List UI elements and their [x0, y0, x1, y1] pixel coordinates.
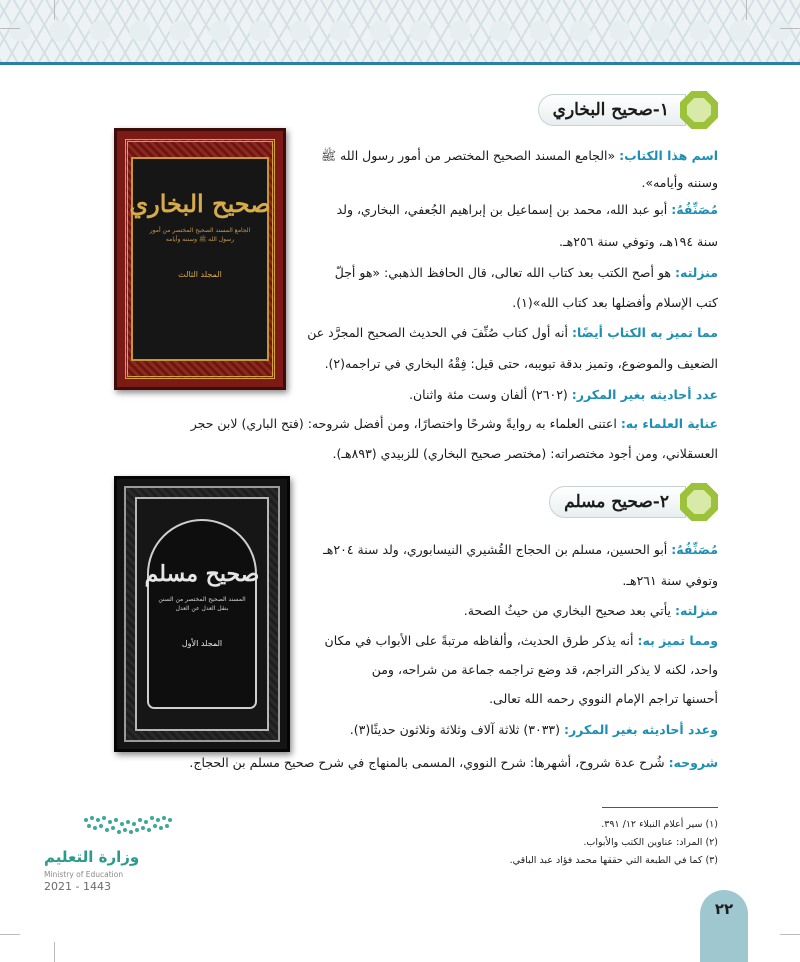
- top-ornamental-band: [0, 0, 800, 62]
- section-title: ١-صحيح البخاري: [538, 94, 686, 126]
- text-line: [321, 146, 718, 166]
- ministry-logo-icon: [80, 810, 176, 840]
- text-body: العسقلاني، ومن أجود مختصراته: (مختصر صحيح البخاري) للزبيدي (٨٩٣هـ).: [332, 446, 718, 461]
- text-line: [307, 323, 718, 343]
- crop-mark: [54, 942, 55, 962]
- text-body: شُرح عدة شروح، أشهرها: شرح النووي، المسمى بالمنهاج في شرح صحيح مسلم بن الحجاج.: [189, 755, 669, 770]
- text-body: يأتي بعد صحيح البخاري من حيثُ الصحة.: [463, 603, 675, 618]
- footnote: (٣) كما في الطبعة التي حققها محمد فؤاد عبد الباقي.: [509, 855, 718, 866]
- text-label: مُصَنِّفُهُ:: [671, 202, 718, 217]
- crop-mark: [780, 28, 800, 29]
- octagon-badge-icon: [678, 89, 720, 131]
- footnote: (١) سير أعلام النبلاء ١٢/ ٣٩١.: [601, 819, 718, 830]
- text-line: [641, 173, 718, 193]
- ministry-name-en: Ministry of Education: [44, 870, 124, 879]
- page-number: ٢٢: [714, 900, 734, 918]
- book-volume: المجلد الأول: [181, 639, 223, 648]
- section-header-bukhari: [538, 90, 720, 130]
- text-label: مما تميز به الكتاب أيضًا:: [571, 325, 718, 340]
- text-body: أحسنها تراجم الإمام النووي رحمه الله تعالى.: [489, 691, 718, 706]
- text-label: عدد أحاديثه بغير المكرر:: [571, 387, 718, 402]
- top-rule: [0, 62, 800, 65]
- text-body: الضعيف والموضوع، وتميز بدقة تبويبه، حتى قيل: فِقْهُ البخاري في تراجمه(٢).: [324, 356, 718, 371]
- text-body: سنة ١٩٤هـ، وتوفي سنة ٢٥٦هـ.: [559, 234, 718, 249]
- text-line: [337, 200, 718, 220]
- text-line: [559, 232, 718, 252]
- text-label: شروحه:: [668, 755, 718, 770]
- text-line: [489, 689, 718, 709]
- text-line: [622, 571, 718, 591]
- text-line: [512, 293, 718, 313]
- footnote: (٢) المراد: عناوين الكتب والأبواب.: [583, 837, 718, 848]
- text-line: [189, 753, 718, 773]
- text-body: كتب الإسلام وأفضلها بعد كتاب الله»(١).: [512, 295, 718, 310]
- text-line: [191, 414, 718, 434]
- text-label: وعدد أحاديثه بغير المكرر:: [563, 722, 718, 737]
- text-label: اسم هذا الكتاب:: [619, 148, 718, 163]
- text-label: ومما تميز به:: [637, 633, 718, 648]
- text-body: اعتنى العلماء به روايةً وشرحًا واختصارًا، ومن أفضل شروحه: (فتح الباري) لابن حجر: [190, 416, 621, 431]
- text-line: [325, 354, 718, 374]
- text-body: (٣٠٣٣) ثلاثة آلاف وثلاثة وثلاثون حديثًا(٣).: [349, 722, 564, 737]
- text-line: [464, 601, 718, 621]
- section-title: ٢-صحيح مسلم: [549, 486, 686, 518]
- text-body: أنه يذكر طرق الحديث، وألفاظه مرتبةً على الأبواب في مكان: [324, 633, 638, 648]
- text-line: [325, 631, 718, 651]
- text-line: [335, 263, 718, 283]
- text-body: وسننه وأيامه».: [641, 175, 718, 190]
- footnote-divider: [602, 807, 718, 808]
- text-line: [333, 444, 718, 464]
- text-line: [350, 720, 718, 740]
- text-label: مُصَنِّفُهُ:: [671, 542, 718, 557]
- text-body: أبو الحسين، مسلم بن الحجاج القُشيري النيسابوري، ولد سنة ٢٠٤هـ: [323, 542, 672, 557]
- text-body: أنه أول كتاب صُنِّفَ في الحديث الصحيح المجرَّد عن: [307, 325, 572, 340]
- text-label: منزلته:: [675, 603, 718, 618]
- book-subtitle: الجامع المسند الصحيح المختصر من أمور رسول الله ﷺ وسننه وأيامه: [149, 227, 251, 243]
- text-line: [372, 660, 718, 680]
- crop-mark: [746, 0, 747, 20]
- crop-mark: [0, 28, 20, 29]
- book-cover-bukhari: [114, 128, 286, 390]
- crop-mark: [0, 934, 20, 935]
- text-body: «الجامع المسند الصحيح المختصر من أمور رسول الله ﷺ: [320, 148, 620, 163]
- ministry-name-ar: وزارة التعليم: [44, 848, 140, 866]
- text-body: وتوفي سنة ٢٦١هـ.: [622, 573, 718, 588]
- text-label: عناية العلماء به:: [620, 416, 718, 431]
- text-label: منزلته:: [675, 265, 718, 280]
- ministry-year: 2021 - 1443: [44, 880, 111, 893]
- book-title: صحيح مسلم: [144, 561, 260, 587]
- text-body: (٢٦٠٢) ألفان وست مئة واثنان.: [409, 387, 572, 402]
- text-body: واحد، لكنه لا يذكر التراجم، قد وضع تراجمه جماعة من شراحه، ومن: [371, 662, 718, 677]
- crop-mark: [780, 934, 800, 935]
- book-subtitle: المسند الصحيح المختصر من السنن بنقل العدل عن العدل: [158, 596, 246, 612]
- text-body: أبو عبد الله، محمد بن إسماعيل بن إبراهيم الجُعفي، البخاري، ولد: [336, 202, 672, 217]
- text-body: هو أصح الكتب بعد كتاب الله تعالى، قال الحافظ الذهبي: «هو أجلّ: [334, 265, 675, 280]
- book-title: صحيح البخاري: [129, 189, 271, 218]
- text-line: [323, 540, 718, 560]
- book-volume: المجلد الثالث: [178, 270, 222, 279]
- page-number-tab: [700, 890, 748, 962]
- octagon-badge-icon: [678, 481, 720, 523]
- crop-mark: [54, 0, 55, 20]
- text-line: [409, 385, 718, 405]
- section-header-muslim: [549, 482, 720, 522]
- book-cover-muslim: [114, 476, 290, 752]
